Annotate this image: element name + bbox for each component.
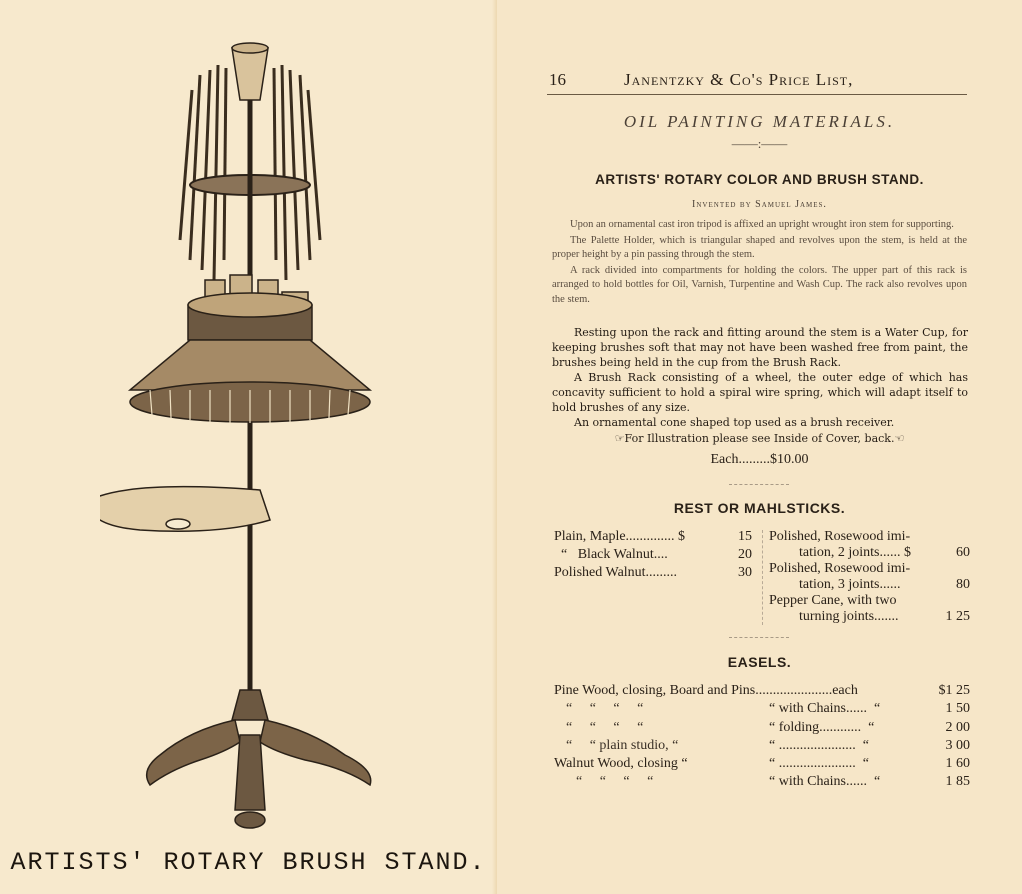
list-item — [769, 560, 970, 592]
table-row — [554, 737, 970, 755]
easel-desc: Pine Wood, closing, Board and Pins......................each — [554, 683, 858, 698]
easel-price: 2 00 — [945, 719, 970, 735]
item-name-tail: tation, 2 joints...... $ — [799, 545, 911, 560]
list-item — [554, 528, 752, 546]
header-rule — [547, 94, 967, 95]
description-paragraph: The Palette Holder, which is triangular shaped and revolves upon the stem, is held at the proper height by a pin passing through the stem. — [552, 234, 967, 260]
easels-list — [554, 682, 970, 792]
table-row — [554, 773, 970, 791]
item-name: Polished Walnut......... — [554, 565, 678, 580]
running-title: Janentzky & Co's Price List, — [624, 70, 854, 89]
stand-price: Each.........$10.00 — [710, 452, 809, 467]
description-paragraph: Resting upon the rack and fitting around the stem is a Water Cup, for keeping brushes soft that may not have been washed free from paint, the brushes being held in the cup from the Brush Rack. — [552, 326, 968, 369]
list-item — [554, 564, 752, 582]
stand-heading: ARTISTS' ROTARY COLOR AND BRUSH STAND. — [595, 172, 924, 187]
mahlsticks-heading: REST OR MAHLSTICKS. — [673, 500, 846, 516]
item-name: “ Black Walnut.... — [554, 547, 668, 562]
item-price: 30 — [738, 565, 752, 580]
item-name-line2 — [769, 608, 970, 624]
column-divider — [762, 530, 763, 625]
easel-desc: “ “ “ “ — [566, 719, 644, 735]
inventor-line: Invented by Samuel James. — [692, 199, 827, 210]
easel-desc: “ “ “ “ — [566, 701, 644, 717]
easel-desc: “ “ plain studio, “ — [566, 737, 679, 753]
item-price: 15 — [738, 529, 752, 544]
description-paragraph: A Brush Rack consisting of a wheel, the outer edge of which has concavity sufficient to hold a spiral wire spring, which will adapt itself to hold brushes of any size. — [552, 371, 968, 414]
right-page — [497, 0, 1022, 894]
item-name-line1: Polished, Rosewood imi- — [769, 529, 911, 544]
list-item — [554, 546, 752, 564]
section-separator — [729, 637, 789, 638]
easel-price: $1 25 — [938, 683, 970, 698]
easel-variant: “ ...................... “ — [769, 756, 869, 772]
left-page — [0, 0, 497, 894]
easel-desc: “ “ “ “ — [576, 774, 654, 790]
item-price: 20 — [738, 547, 752, 562]
table-row — [554, 682, 970, 700]
description-paragraph: A rack divided into compartments for holding the colors. The upper part of this rack is arranged to hold bottles for Oil, Varnish, Turpentine and Wash Cup. The rack also revolves upon the stem. — [552, 264, 967, 305]
mahlsticks-left-list — [554, 528, 752, 582]
item-name-line1: Pepper Cane, with two — [769, 593, 897, 608]
item-name: Plain, Maple.............. $ — [554, 529, 686, 544]
easel-desc: Walnut Wood, closing “ — [554, 756, 688, 772]
section-separator — [729, 484, 789, 485]
item-price: 1 25 — [945, 609, 970, 624]
table-row — [554, 700, 970, 718]
item-name-line2 — [769, 544, 970, 560]
stand-description-light — [552, 218, 967, 308]
list-item — [769, 528, 970, 560]
section-title: OIL PAINTING MATERIALS. — [623, 112, 896, 131]
easel-price: 1 50 — [945, 701, 970, 717]
description-paragraph: An ornamental cone shaped top used as a brush receiver. — [574, 416, 895, 429]
easel-price: 1 60 — [945, 756, 970, 772]
easel-price: 1 85 — [945, 774, 970, 790]
easel-variant: “ ...................... “ — [769, 737, 869, 753]
illustration-caption: ARTISTS' ROTARY BRUSH STAND. — [10, 848, 487, 877]
easel-variant: “ folding............ “ — [769, 719, 875, 735]
easels-heading: EASELS. — [727, 654, 792, 670]
table-row — [554, 755, 970, 773]
item-price: 80 — [956, 577, 970, 592]
item-price: 60 — [956, 545, 970, 560]
item-name-line2 — [769, 576, 970, 592]
easel-variant: “ with Chains...... “ — [769, 774, 881, 790]
page-number: 16 — [549, 70, 566, 89]
easel-variant: “ with Chains...... “ — [769, 701, 881, 717]
brush-stand-illustration — [100, 30, 400, 830]
mahlsticks-right-list — [769, 528, 970, 624]
ornament-divider: ——:—— — [731, 136, 788, 151]
illustration-note: ☞For Illustration please see Inside of Cover, back.☜ — [614, 432, 905, 445]
item-name-tail: turning joints....... — [799, 609, 899, 624]
list-item — [769, 592, 970, 624]
item-name-tail: tation, 3 joints...... — [799, 577, 901, 592]
easel-price: 3 00 — [945, 737, 970, 753]
description-paragraph: Upon an ornamental cast iron tripod is affixed an upright wrought iron stem for supporting. — [570, 219, 954, 230]
stand-description-dark — [552, 325, 968, 430]
item-name-line1: Polished, Rosewood imi- — [769, 561, 911, 576]
table-row — [554, 719, 970, 737]
